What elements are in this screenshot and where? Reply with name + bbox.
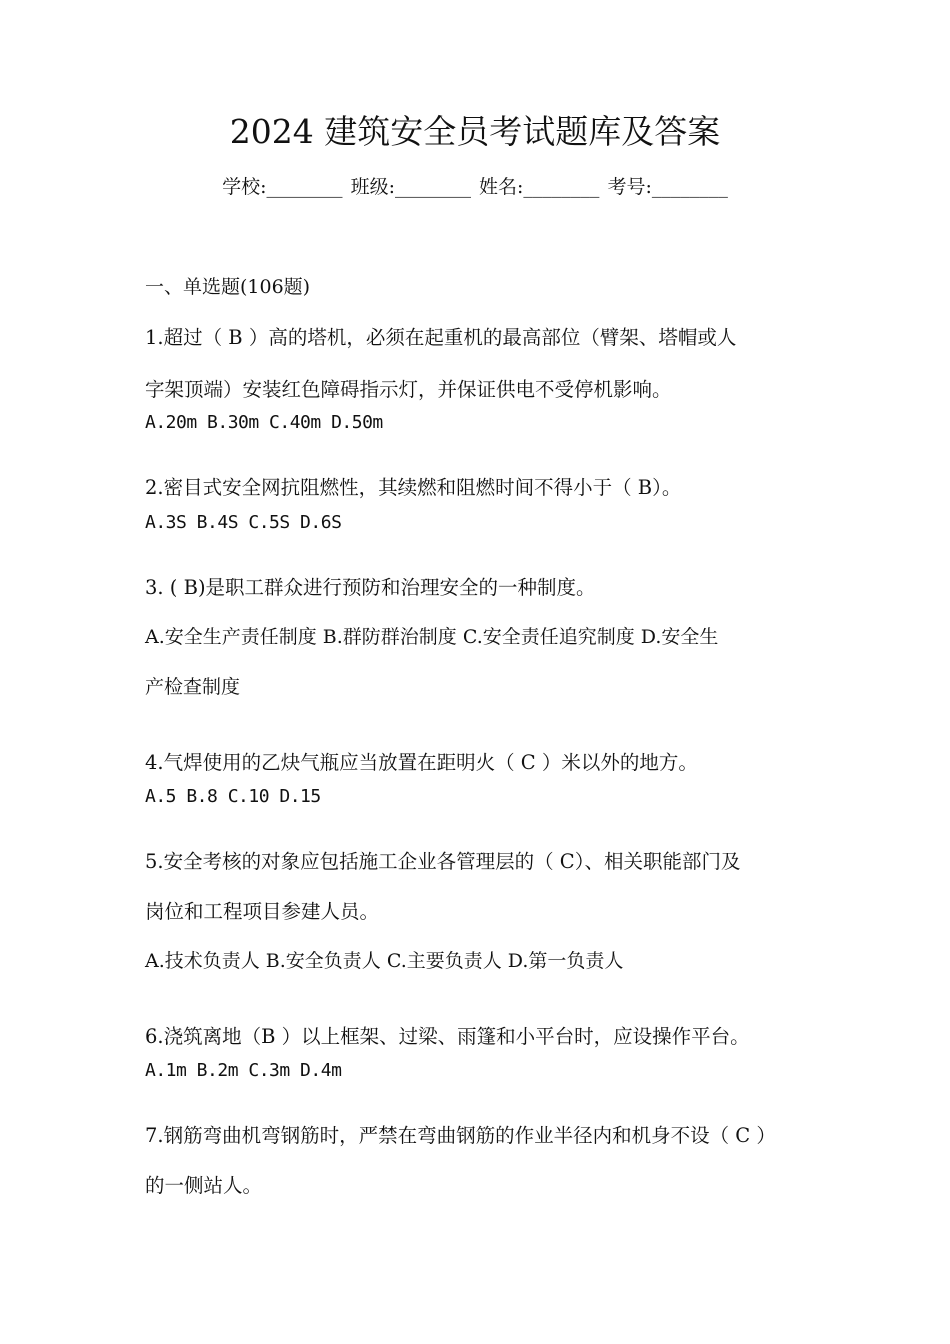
question-4-line-1: 4.气焊使用的乙炔气瓶应当放置在距明火（ C ）米以外的地方。 — [145, 751, 698, 774]
question-5-line-1: 5.安全考核的对象应包括施工企业各管理层的（ C）、相关职能部门及 — [145, 850, 741, 873]
question-2-options: A.3S B.4S C.5S D.6S — [145, 512, 342, 533]
student-info-line: 学校:________ 班级:________ 姓名:________ 考号:________ — [222, 176, 728, 198]
question-3-options-line-1: A.安全生产责任制度 B.群防群治制度 C.安全责任追究制度 D.安全生 — [145, 626, 719, 648]
question-3-line-1: 3. ( B)是职工群众进行预防和治理安全的一种制度。 — [145, 576, 596, 599]
question-5-options: A.技术负责人 B.安全负责人 C.主要负责人 D.第一负责人 — [145, 950, 624, 972]
question-4-options: A.5 B.8 C.10 D.15 — [145, 786, 321, 807]
section-heading: 一、单选题(106题) — [145, 276, 311, 298]
question-3-options-line-2: 产检查制度 — [145, 676, 241, 698]
question-1-line-1: 1.超过（ B ）高的塔机，必须在起重机的最高部位（臂架、塔帽或人 — [145, 326, 737, 349]
question-1-options: A.20m B.30m C.40m D.50m — [145, 412, 383, 433]
question-2-line-1: 2.密目式安全网抗阻燃性，其续燃和阻燃时间不得小于（ B）。 — [145, 476, 682, 499]
question-6-options: A.1m B.2m C.3m D.4m — [145, 1060, 342, 1081]
question-1-line-2: 字架顶端）安装红色障碍指示灯，并保证供电不受停机影响。 — [145, 378, 672, 401]
question-5-line-2: 岗位和工程项目参建人员。 — [145, 900, 380, 923]
question-6-line-1: 6.浇筑离地（B ）以上框架、过梁、雨篷和小平台时，应设操作平台。 — [145, 1025, 750, 1048]
document-title: 2024 建筑安全员考试题库及答案 — [229, 112, 721, 151]
question-7-line-1: 7.钢筋弯曲机弯钢筋时，严禁在弯曲钢筋的作业半径内和机身不设（ C ） — [145, 1124, 776, 1147]
question-7-line-2: 的一侧站人。 — [145, 1174, 263, 1197]
